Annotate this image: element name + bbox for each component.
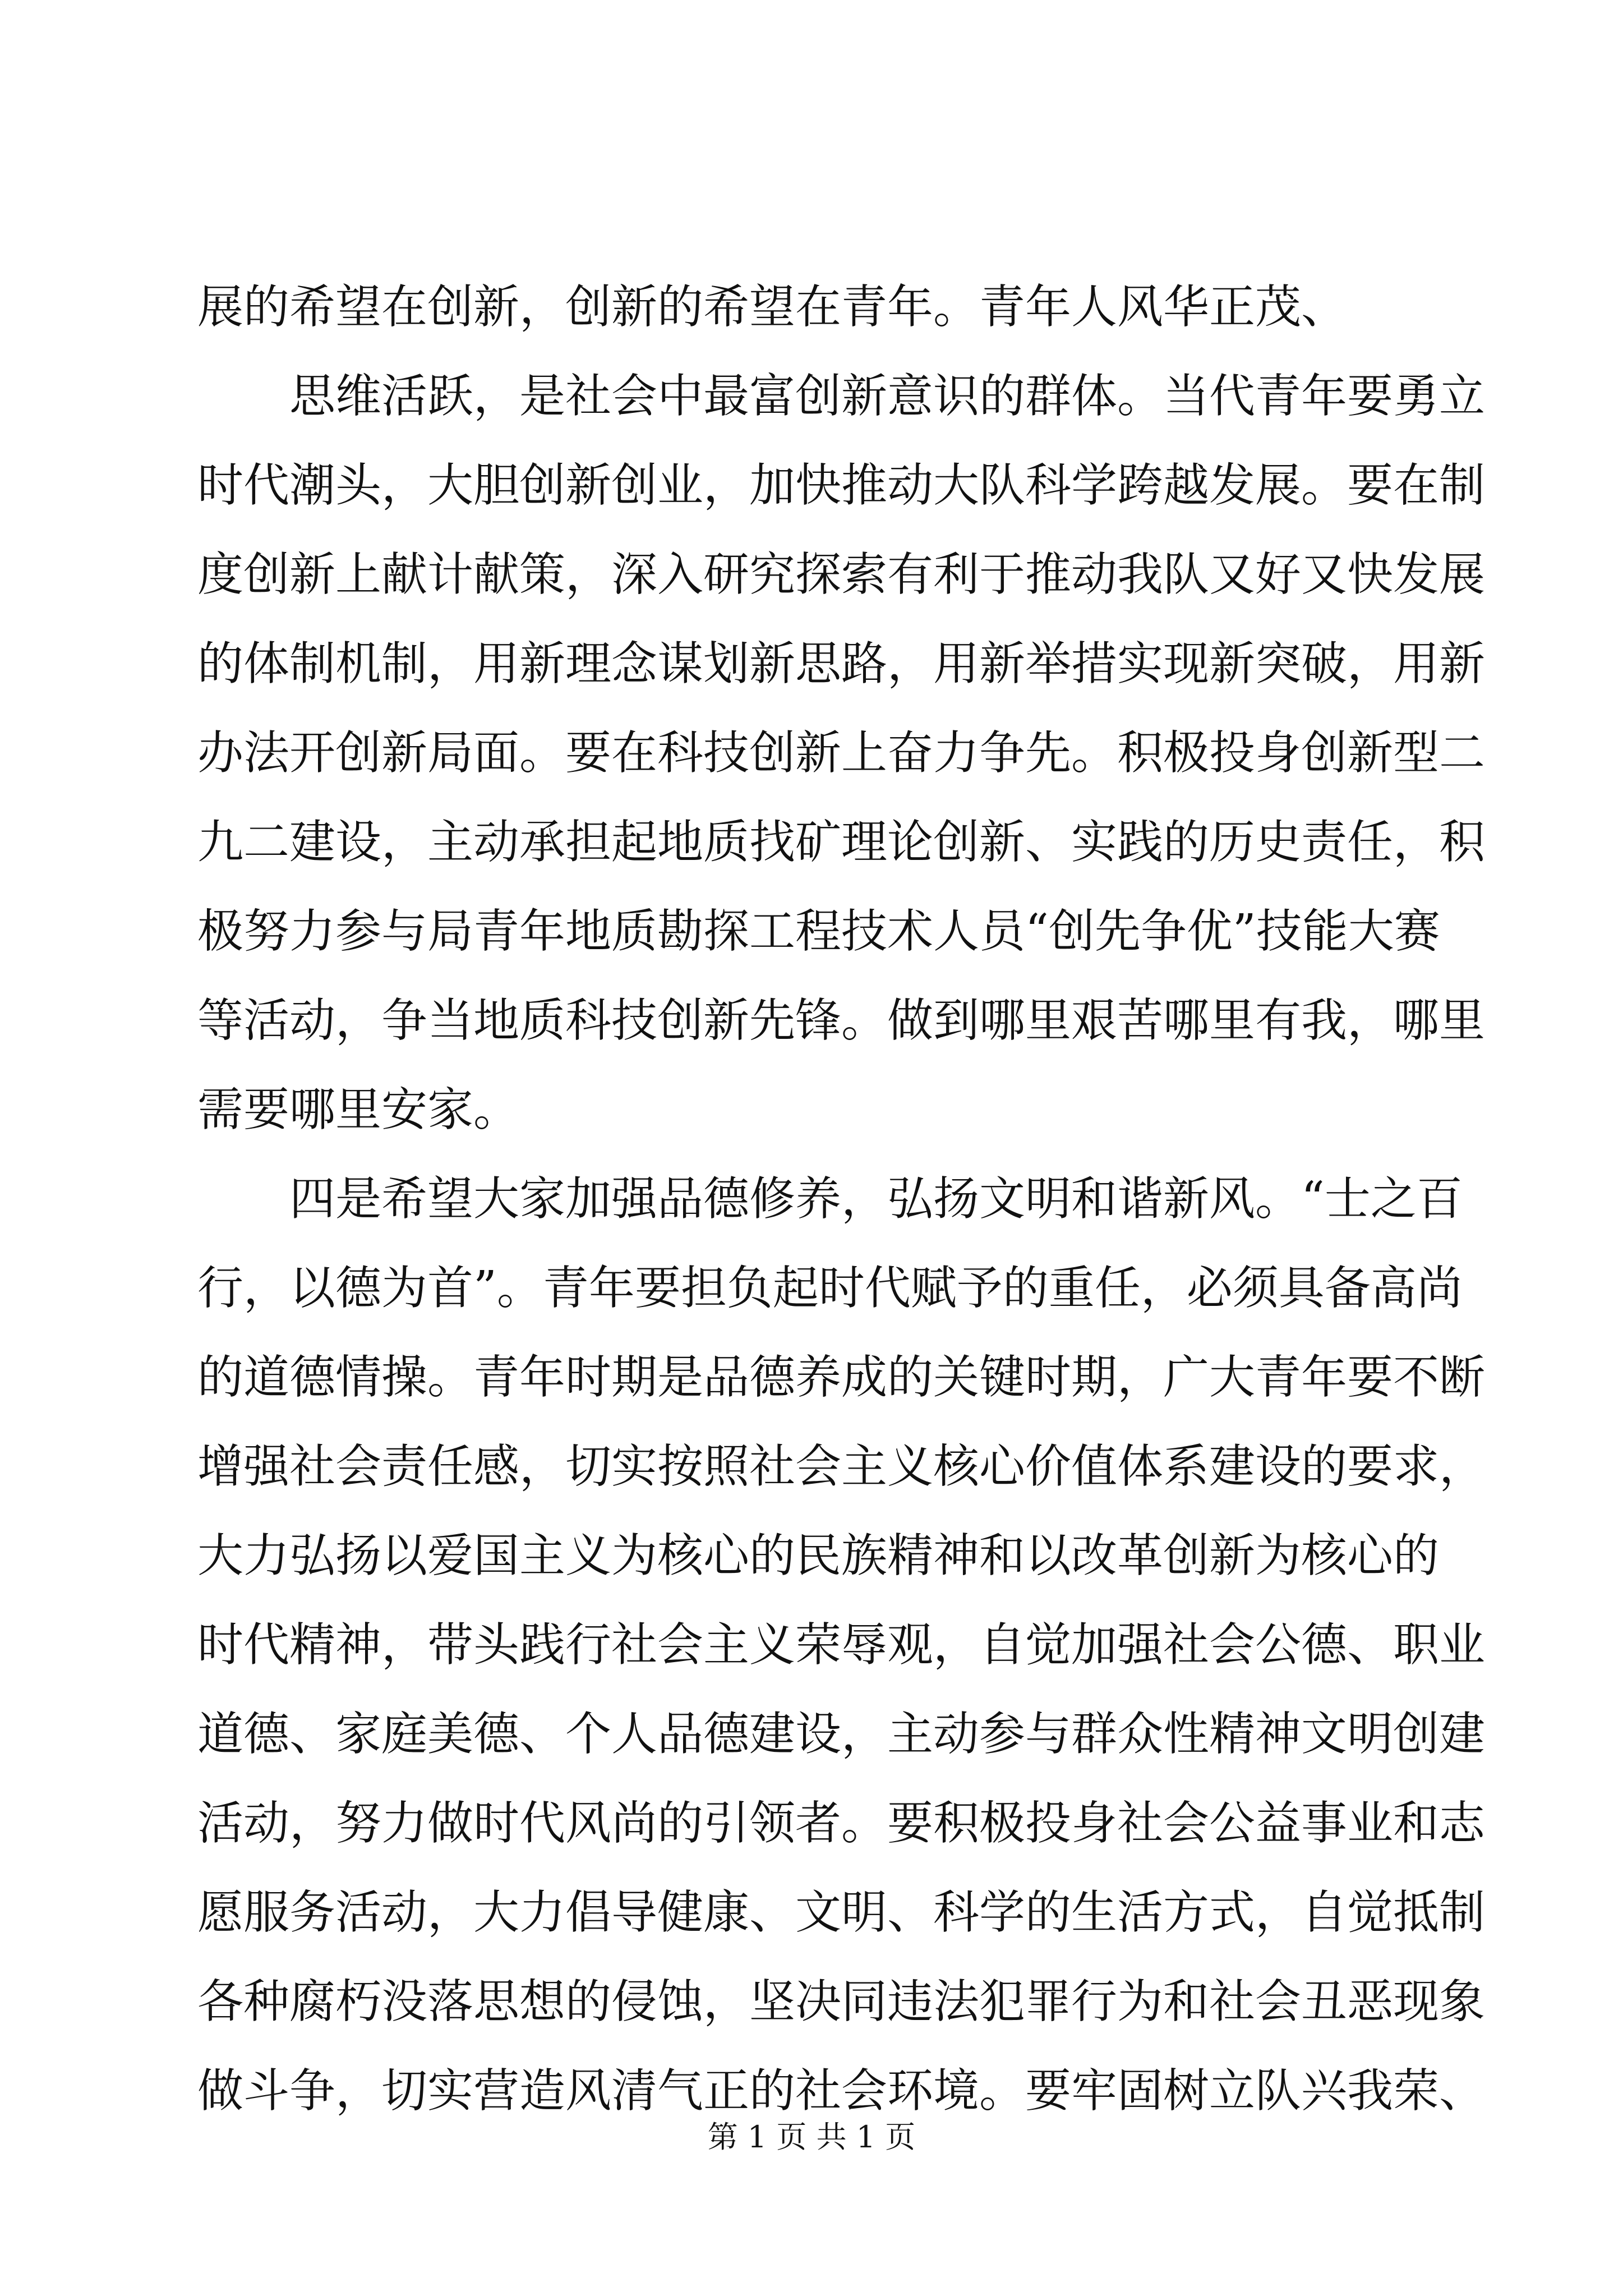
text-line: 办法开创新局面。要在科技创新上奋力争先。积极投身创新型二 (197, 726, 1486, 780)
text-line: 的道德情操。青年时期是品德养成的关键时期，广大青年要不断 (197, 1351, 1486, 1404)
document-body (197, 263, 1486, 2136)
text-line: 时代潮头，大胆创新创业，加快推动大队科学跨越发展。要在制 (197, 459, 1486, 512)
text-line: 增强社会责任感，切实按照社会主义核心价值体系建设的要求， (197, 1440, 1486, 1493)
text-line: 的体制机制，用新理念谋划新思路，用新举措实现新突破，用新 (197, 637, 1486, 691)
text-line: 做斗争，切实营造风清气正的社会环境。要牢固树立队兴我荣、 (197, 2064, 1486, 2118)
text-line: 九二建设，主动承担起地质找矿理论创新、实践的历史责任，积 (197, 816, 1486, 869)
paragraph-first-line: 思维活跃，是社会中最富创新意识的群体。当代青年要勇立 (289, 370, 1486, 423)
text-line: 道德、家庭美德、个人品德建设，主动参与群众性精神文明创建 (197, 1708, 1486, 1761)
text-line: 大力弘扬以爱国主义为核心的民族精神和以改革创新为核心的 (197, 1529, 1440, 1582)
text-line: 行，以德为首”。青年要担负起时代赋予的重任，必须具备高尚 (197, 1262, 1463, 1315)
text-line: 各种腐朽没落思想的侵蚀，坚决同违法犯罪行为和社会丑恶现象 (197, 1975, 1486, 2028)
paragraph-first-line: 四是希望大家加强品德修养，弘扬文明和谐新风。“士之百 (289, 1172, 1463, 1226)
text-line: 展的希望在创新，创新的希望在青年。青年人风华正茂、 (197, 280, 1348, 334)
text-line: 愿服务活动，大力倡导健康、文明、科学的生活方式，自觉抵制 (197, 1886, 1486, 1939)
text-line: 极努力参与局青年地质勘探工程技术人员“创先争优”技能大赛 (197, 905, 1440, 958)
text-line: 度创新上献计献策，深入研究探索有利于推动我队又好又快发展 (197, 548, 1486, 601)
text-line: 活动，努力做时代风尚的引领者。要积极投身社会公益事业和志 (197, 1797, 1486, 1850)
text-line: 时代精神，带头践行社会主义荣辱观，自觉加强社会公德、职业 (197, 1618, 1486, 1672)
page-number-footer: 第 1 页 共 1 页 (707, 2119, 916, 2155)
text-line: 需要哪里安家。 (197, 1083, 520, 1137)
text-line: 等活动，争当地质科技创新先锋。做到哪里艰苦哪里有我，哪里 (197, 994, 1486, 1047)
